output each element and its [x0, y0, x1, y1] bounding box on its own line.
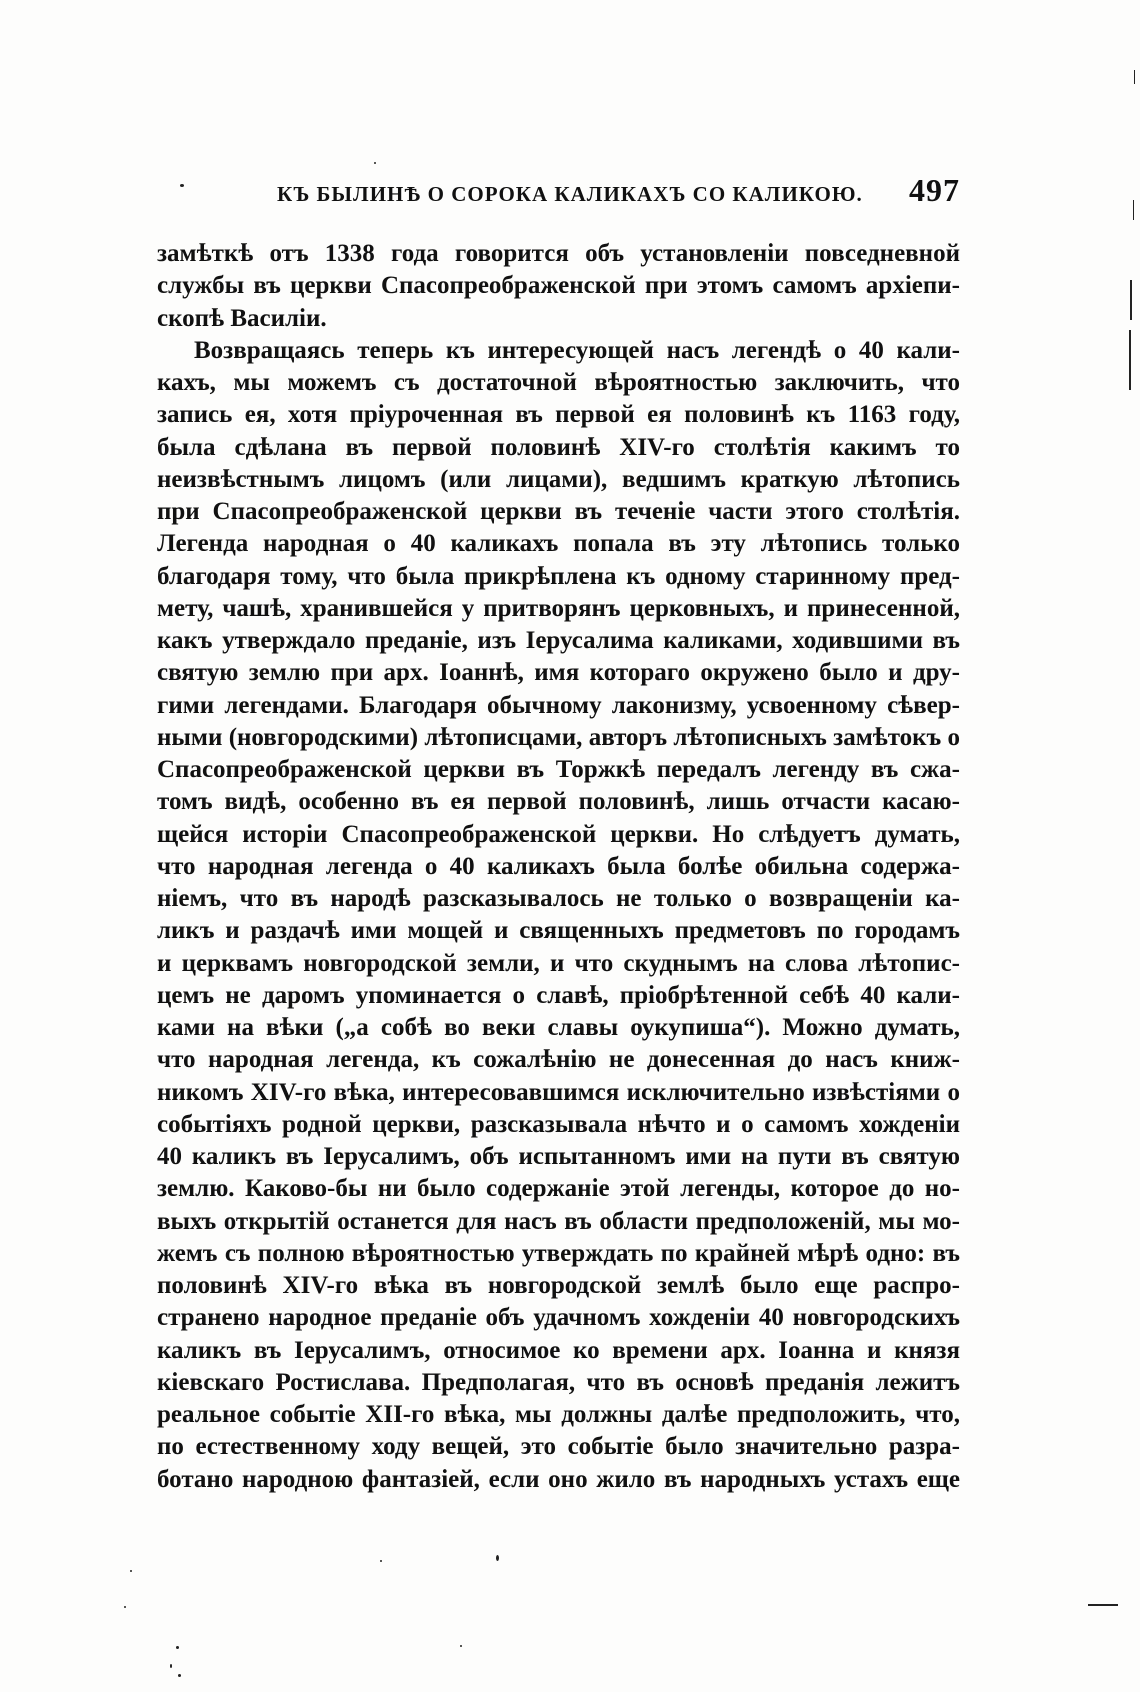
- text-line: ками на вѣки („а собѣ во веки славы оукупиша“). Можно думать,: [157, 1014, 960, 1041]
- text-line: кіевскаго Ростислава. Предполагая, что въ основѣ преданія лежитъ: [157, 1368, 960, 1396]
- text-line: и церквамъ новгородской земли, и что скуднымъ на слова лѣтопис-: [157, 949, 960, 977]
- text-line: жемъ съ полною вѣроятностью утверждать по крайней мѣрѣ одно: въ: [157, 1239, 960, 1267]
- text-line: ликъ и раздачѣ ими мощей и священныхъ предметовъ по городамъ: [157, 917, 960, 945]
- scan-edge-mark: [1130, 280, 1132, 320]
- paragraph-first-line: Возвращаясь теперь къ интересующей насъ легендѣ о 40 кали-: [194, 336, 960, 364]
- scan-speck: [496, 1555, 499, 1561]
- running-head: [157, 170, 960, 210]
- scan-speck: [178, 1674, 181, 1677]
- text-line: мету, чашѣ, хранившейся у притворянъ церковныхъ, и принесенной,: [157, 594, 960, 622]
- scan-edge-mark: [1134, 70, 1135, 84]
- text-line: по естественному ходу вещей, это событіе было значительно разра-: [157, 1433, 960, 1461]
- text-line: благодаря тому, что была прикрѣплена къ одному старинному пред-: [157, 562, 960, 590]
- text-line: была сдѣлана въ первой половинѣ XIV-го столѣтія какимъ то: [157, 433, 960, 461]
- scan-edge-mark: [1088, 1604, 1118, 1606]
- text-line: Легенда народная о 40 каликахъ попала въ эту лѣтопись только: [157, 530, 960, 558]
- scan-speck: [180, 184, 184, 187]
- scan-speck: [170, 1664, 172, 1668]
- text-line: службы въ церкви Спасопреображенской при этомъ самомъ архіепи-: [157, 272, 960, 300]
- text-line: томъ видѣ, особенно въ ея первой половинѣ, лишь отчасти касаю-: [157, 788, 960, 816]
- text-line: что народная легенда о 40 каликахъ была болѣе обильна содержа-: [157, 852, 960, 880]
- text-line: скопѣ Василіи.: [157, 304, 327, 332]
- text-line: странено народное преданіе объ удачномъ хожденіи 40 новгородскихъ: [157, 1304, 960, 1332]
- text-line: запись ея, хотя пріуроченная въ первой ея половинѣ къ 1163 году,: [157, 401, 960, 429]
- text-line: щейся исторіи Спасопреображенской церкви. Но слѣдуетъ думать,: [157, 820, 960, 848]
- text-line: какъ утверждало преданіе, изъ Іерусалима каликами, ходившими въ: [157, 627, 960, 654]
- text-line: неизвѣстнымъ лицомъ (или лицами), ведшимъ краткую лѣтопись: [157, 465, 960, 493]
- text-line: событіяхъ родной церкви, разсказывала нѣчто и о самомъ хожденіи: [157, 1110, 960, 1138]
- text-line: 40 каликъ въ Іерусалимъ, объ испытанномъ ими на пути въ святую: [157, 1143, 960, 1170]
- scan-speck: [460, 1645, 462, 1647]
- text-line: реальное событіе XII-го вѣка, мы должны далѣе предположить, что,: [157, 1401, 960, 1428]
- text-line: выхъ открытій останется для насъ въ области предположеній, мы мо-: [157, 1207, 960, 1235]
- scan-edge-mark: [1129, 330, 1131, 390]
- text-line: гими легендами. Благодаря обычному лаконизму, усвоенному сѣвер-: [157, 691, 960, 719]
- text-line: святую землю при арх. Іоаннѣ, имя котораго окружено было и дру-: [157, 659, 960, 687]
- text-line: цемъ не даромъ упоминается о славѣ, пріобрѣтенной себѣ 40 кали-: [157, 981, 960, 1009]
- text-line: кахъ, мы можемъ съ достаточной вѣроятностью заключить, что: [157, 369, 960, 396]
- scan-edge-mark: [1133, 200, 1134, 220]
- text-line: ботано народною фантазіей, если оно жило въ народныхъ устахъ еще: [157, 1465, 960, 1493]
- scan-speck: [380, 1560, 382, 1562]
- text-line: половинѣ XIV-го вѣка въ новгородской землѣ было еще распро-: [157, 1272, 960, 1299]
- text-line: замѣткѣ отъ 1338 года говорится объ установленіи повседневной: [157, 240, 960, 267]
- running-title: КЪ БЫЛИНѢ О СОРОКА КАЛИКАХЪ СО КАЛИКОЮ.: [277, 182, 863, 206]
- text-line: ными (новгородскими) лѣтописцами, авторъ лѣтописныхъ замѣтокъ о: [157, 723, 960, 751]
- text-line: никомъ XIV-го вѣка, интересовавшимся исключительно извѣстіями о: [157, 1078, 960, 1106]
- scan-speck: [130, 1570, 132, 1572]
- text-line: при Спасопреображенской церкви въ теченіе части этого столѣтія.: [157, 498, 960, 525]
- body-text: [157, 238, 960, 1496]
- text-line: ніемъ, что въ народѣ разсказывалось не только о возвращеніи ка-: [157, 885, 960, 912]
- page-number: 497: [909, 172, 960, 208]
- scan-speck: [176, 1646, 179, 1649]
- text-line: землю. Каково-бы ни было содержаніе этой легенды, которое до но-: [157, 1175, 960, 1203]
- text-line: Спасопреображенской церкви въ Торжкѣ передалъ легенду въ сжа-: [157, 756, 960, 783]
- text-line: что народная легенда, къ сожалѣнію не донесенная до насъ книж-: [157, 1046, 960, 1074]
- scan-speck: [374, 162, 376, 164]
- scan-speck: [124, 1606, 126, 1608]
- text-line: каликъ въ Іерусалимъ, относимое ко времени арх. Іоанна и князя: [157, 1336, 960, 1364]
